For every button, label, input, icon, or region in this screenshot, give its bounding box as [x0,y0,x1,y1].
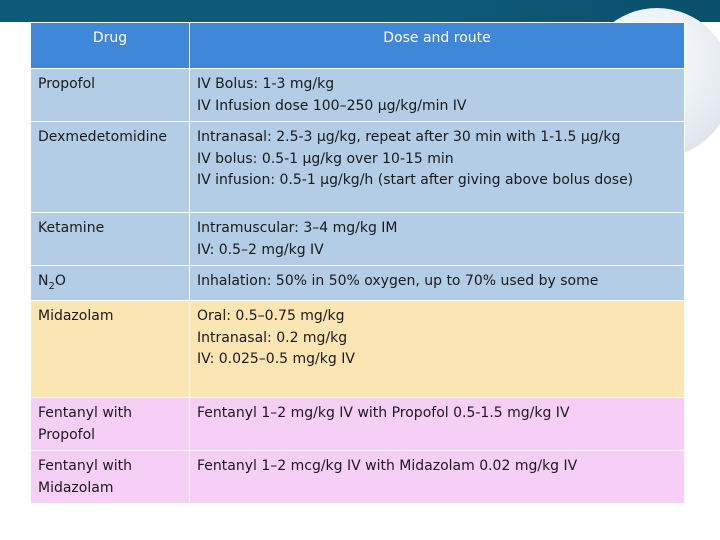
table-header-row [31,23,685,69]
dose-cell: Oral: 0.5–0.75 mg/kg Intranasal: 0.2 mg/kg IV: 0.025–0.5 mg/kg IV [190,301,685,398]
header-drug: Drug [31,23,190,69]
dose-cell: Inhalation: 50% in 50% oxygen, up to 70% used by some [190,266,685,301]
header-dose-route: Dose and route [190,23,685,69]
drug-cell: Dexmedetomidine [31,122,190,213]
table-row [31,301,685,398]
table-row [31,122,685,213]
drug-cell: Fentanyl with Midazolam [31,451,190,504]
table-row [31,451,685,504]
drug-dose-table-container [30,22,684,504]
drug-cell: Ketamine [31,213,190,266]
dose-cell: Intranasal: 2.5-3 µg/kg, repeat after 30 min with 1-1.5 µg/kg IV bolus: 0.5-1 µg/kg over 10-15 min IV infusion: 0.5-1 µg/kg/h (start after giving above bolus dose) [190,122,685,213]
dose-cell: Intramuscular: 3–4 mg/kg IM IV: 0.5–2 mg/kg IV [190,213,685,266]
table-row [31,398,685,451]
table-row [31,69,685,122]
table-row [31,213,685,266]
drug-cell: Propofol [31,69,190,122]
dose-cell: Fentanyl 1–2 mg/kg IV with Propofol 0.5-1.5 mg/kg IV [190,398,685,451]
drug-dose-table [30,22,685,504]
table-row [31,266,685,301]
dose-cell: Fentanyl 1–2 mcg/kg IV with Midazolam 0.02 mg/kg IV [190,451,685,504]
drug-cell: Midazolam [31,301,190,398]
drug-cell: Fentanyl with Propofol [31,398,190,451]
drug-cell: $N_2O$ [31,266,190,301]
dose-cell: IV Bolus: 1-3 mg/kg IV Infusion dose 100–250 µg/kg/min IV [190,69,685,122]
